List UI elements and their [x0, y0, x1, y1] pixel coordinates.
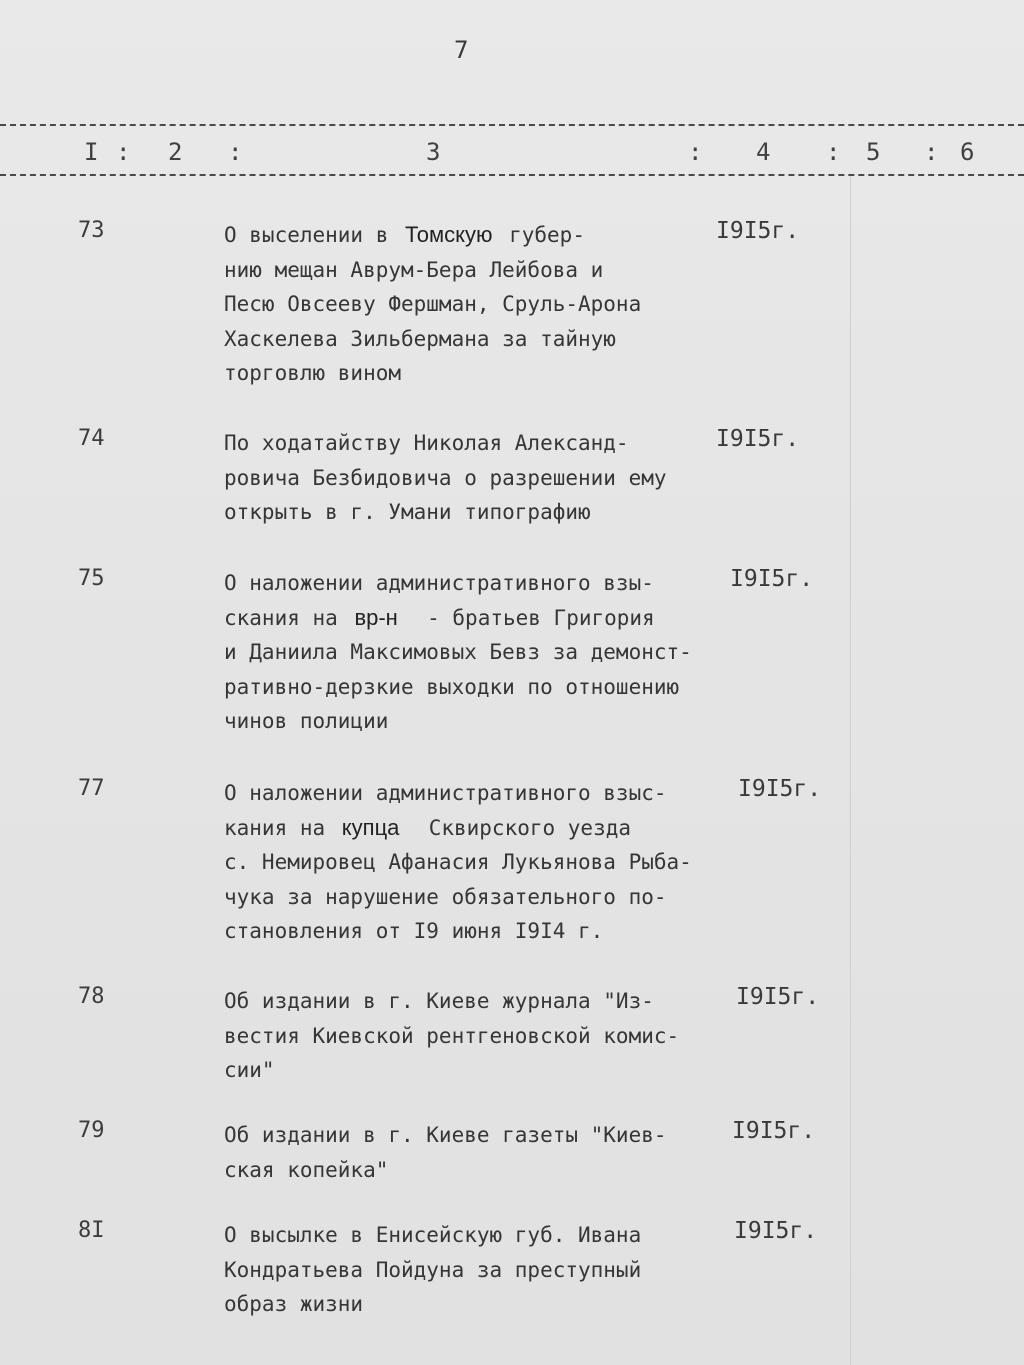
entry-description: [224, 1218, 641, 1322]
entry-year: I9I5г.: [734, 1218, 818, 1244]
col-header-5: 5: [866, 138, 881, 166]
entry-line: [224, 984, 679, 1019]
entry-number: 75: [78, 566, 105, 591]
entry-line: [224, 461, 667, 496]
entry-line: [224, 566, 692, 601]
entry-line-before: кания на: [224, 815, 338, 840]
page-number: 7: [454, 36, 469, 64]
entry-line-after: Сквирского уезда: [403, 815, 631, 840]
entry-line: [224, 880, 692, 915]
entry-year: I9I5г.: [730, 566, 814, 592]
entry-number: 79: [78, 1118, 105, 1143]
entry-line-before: нию мещан Аврум-Бера Лейбова и: [224, 257, 604, 282]
entry-line: [224, 845, 692, 880]
header-bottom-rule: [0, 174, 1024, 176]
entry-line: [224, 1287, 641, 1322]
col-header-4: 4: [756, 138, 771, 166]
entry-line-before: О высылке в Енисейскую губ. Ивана: [224, 1223, 642, 1247]
entry-line-before: Кондратьева Пойдуна за преступный: [224, 1257, 642, 1282]
entry-year: I9I5г.: [732, 1118, 816, 1144]
entry-line-before: становления от I9 июня I9I4 г.: [224, 919, 604, 943]
entry-line: [224, 322, 641, 357]
col-header-2: 2: [168, 138, 183, 166]
entry-line-before: торговлю вином: [224, 361, 402, 385]
entry-line: [224, 776, 692, 811]
entry-description: [224, 776, 692, 949]
entry-line: [224, 1253, 641, 1288]
entry-line-before: ская копейка": [224, 1157, 389, 1182]
entry-year: I9I5г.: [716, 426, 800, 452]
entry-line-before: скания на: [224, 605, 351, 630]
entry-line: [224, 1153, 667, 1188]
entry-year: I9I5г.: [738, 776, 822, 802]
entry-line-before: образ жизни: [224, 1292, 364, 1316]
col-header-3: 3: [426, 138, 441, 166]
entry-line: [224, 1019, 679, 1054]
entry-description: [224, 218, 641, 391]
entry-line: [224, 811, 692, 846]
col-header-1: I: [84, 138, 99, 166]
entry-line: [224, 704, 692, 739]
col-header-sep: :: [116, 138, 131, 166]
entry-line-before: ративно-дерзкие выходки по отношению: [224, 674, 680, 699]
entry-line-after: губер-: [496, 223, 585, 247]
entry-line: [224, 426, 667, 461]
entry-number: 8I: [78, 1218, 105, 1243]
col-header-sep: :: [228, 138, 243, 166]
entry-number: 74: [78, 426, 105, 451]
entry-line: [224, 601, 692, 636]
entry-line: [224, 495, 667, 530]
entry-description: [224, 1118, 667, 1187]
entry-number: 77: [78, 776, 105, 801]
entry-line: [224, 1218, 641, 1253]
col-header-6: 6: [960, 138, 975, 166]
entry-line-stamp: купца: [341, 814, 400, 840]
entry-number: 73: [78, 218, 105, 243]
col-header-sep: :: [826, 138, 841, 166]
entry-line-before: сии": [224, 1058, 275, 1082]
entry-year: I9I5г.: [716, 218, 800, 244]
entry-line-before: О наложении административного взы-: [224, 571, 654, 595]
col-header-sep: :: [924, 138, 939, 166]
entry-description: [224, 984, 679, 1088]
entry-line: [224, 1118, 667, 1153]
entry-description: [224, 566, 692, 739]
entry-line-stamp: вр-н: [354, 604, 398, 630]
column-divider: [850, 176, 851, 1365]
entry-line-before: открыть в г. Умани типографию: [224, 500, 591, 524]
entry-line: [224, 1053, 679, 1088]
entry-line-before: с. Немировец Афанасия Лукьянова Рыба-: [224, 850, 692, 874]
entry-year: I9I5г.: [736, 984, 820, 1010]
entry-line-before: По ходатайству Николая Александ-: [224, 431, 629, 455]
entry-line: [224, 670, 692, 705]
entry-line-before: вестия Киевской рентгеновской комис-: [224, 1023, 680, 1048]
entry-line-stamp: Томскую: [405, 222, 493, 247]
entry-line: [224, 287, 641, 322]
header-top-rule: [0, 124, 1024, 126]
entry-line-before: ровича Безбидовича о разрешении ему: [224, 465, 667, 490]
col-header-sep: :: [688, 138, 703, 166]
entry-line-after: - братьев Григория: [401, 605, 655, 630]
entry-line: [224, 218, 641, 253]
entry-line-before: Песю Овсееву Фершман, Сруль-Арона: [224, 292, 642, 316]
entry-description: [224, 426, 667, 530]
entry-line: [224, 635, 692, 670]
entry-line: [224, 253, 641, 288]
entry-line-before: О наложении административного взыс-: [224, 781, 667, 805]
entry-line-before: чинов полиции: [224, 709, 389, 733]
entry-line: [224, 356, 641, 391]
entry-line: [224, 914, 692, 949]
entry-line-before: Хаскелева Зильбермана за тайную: [224, 326, 616, 351]
entry-line-before: и Даниила Максимовых Бевз за демонст-: [224, 640, 692, 664]
entry-line-before: чука за нарушение обязательного по-: [224, 884, 667, 909]
entry-line-before: Об издании в г. Киеве газеты "Киев-: [224, 1123, 667, 1147]
entry-line-before: О выселении в: [224, 223, 402, 247]
entry-number: 78: [78, 984, 105, 1009]
entry-line-before: Об издании в г. Киеве журнала "Из-: [224, 989, 654, 1013]
